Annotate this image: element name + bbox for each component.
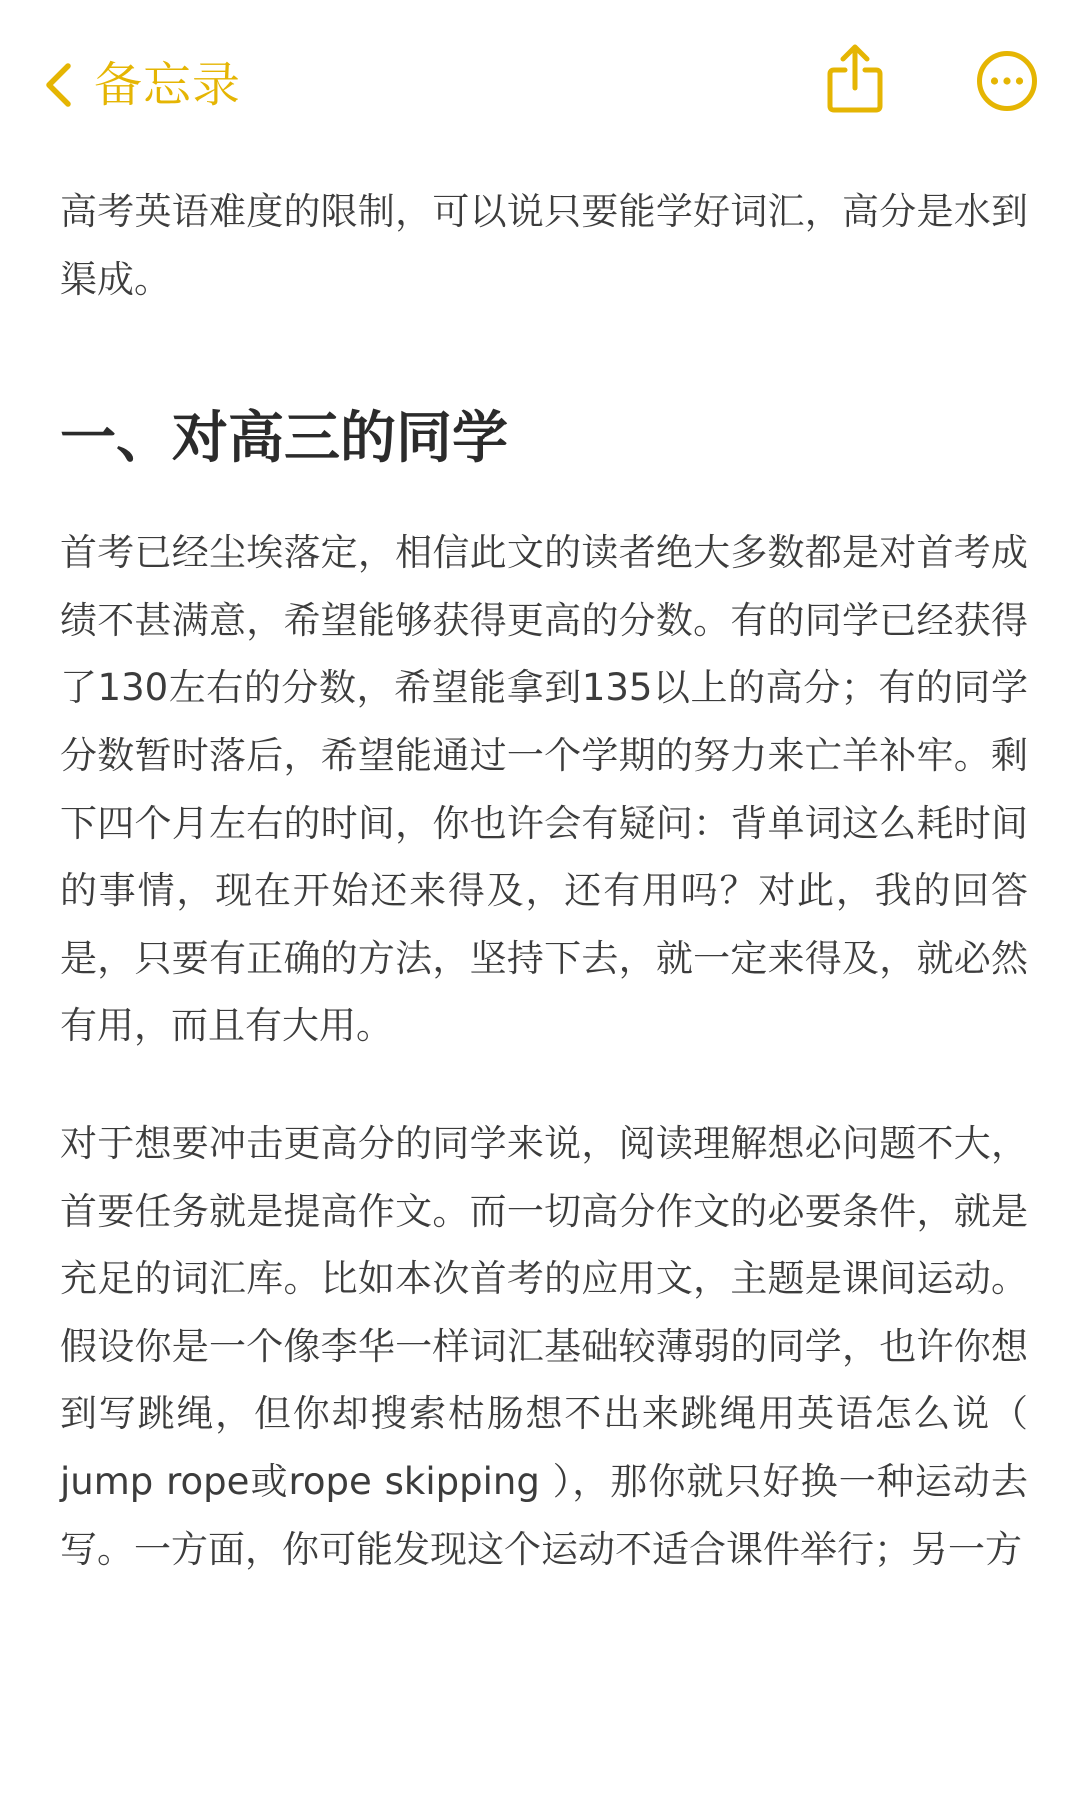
share-icon [826,99,884,118]
back-button-label: 备忘录 [94,57,242,113]
chevron-left-icon [44,62,72,108]
paragraph-1: 首考已经尘埃落定，相信此文的读者绝大多数都是对首考成绩不甚满意，希望能够获得更高的分数。有的同学已经获得了130左右的分数，希望能拿到135以上的高分；有的同学分数暂时落后，希望能通过一个学期的努力来亡羊补牢。剩下四个月左右的时间，你也许会有疑问：背单词这么耗时间的事情，现在开始还来得及，还有用吗？对此，我的回答是，只要有正确的方法，坚持下去，就一定来得及，就必然有用，而且有大用。 [60,531,1028,1048]
navigation-bar [0,0,1080,160]
more-options-button[interactable] [976,50,1038,112]
back-button[interactable] [44,52,241,118]
intro-paragraph: 高考英语难度的限制，可以说只要能学好词汇，高分是水到渠成。 [60,190,1028,301]
paragraph-2: 对于想要冲击更高分的同学来说，阅读理解想必问题不大，首要任务就是提高作文。而一切高分作文的必要条件，就是充足的词汇库。比如本次首考的应用文，主题是课间运动。假设你是一个像李华一样词汇基础较薄弱的同学，也许你想到写跳绳，但你却搜索枯肠想不出来跳绳用英语怎么说（ jump rope或rope skipping ），那你就只好换一种运动去写。一方面，你可能发现这个运动不适合课件举行；另一方 [60,1121,1028,1571]
section-heading: 一、对高三的同学 [60,406,508,472]
ellipsis-circle-icon [976,97,1038,116]
note-content[interactable] [60,178,1028,1583]
share-button[interactable] [826,42,884,114]
